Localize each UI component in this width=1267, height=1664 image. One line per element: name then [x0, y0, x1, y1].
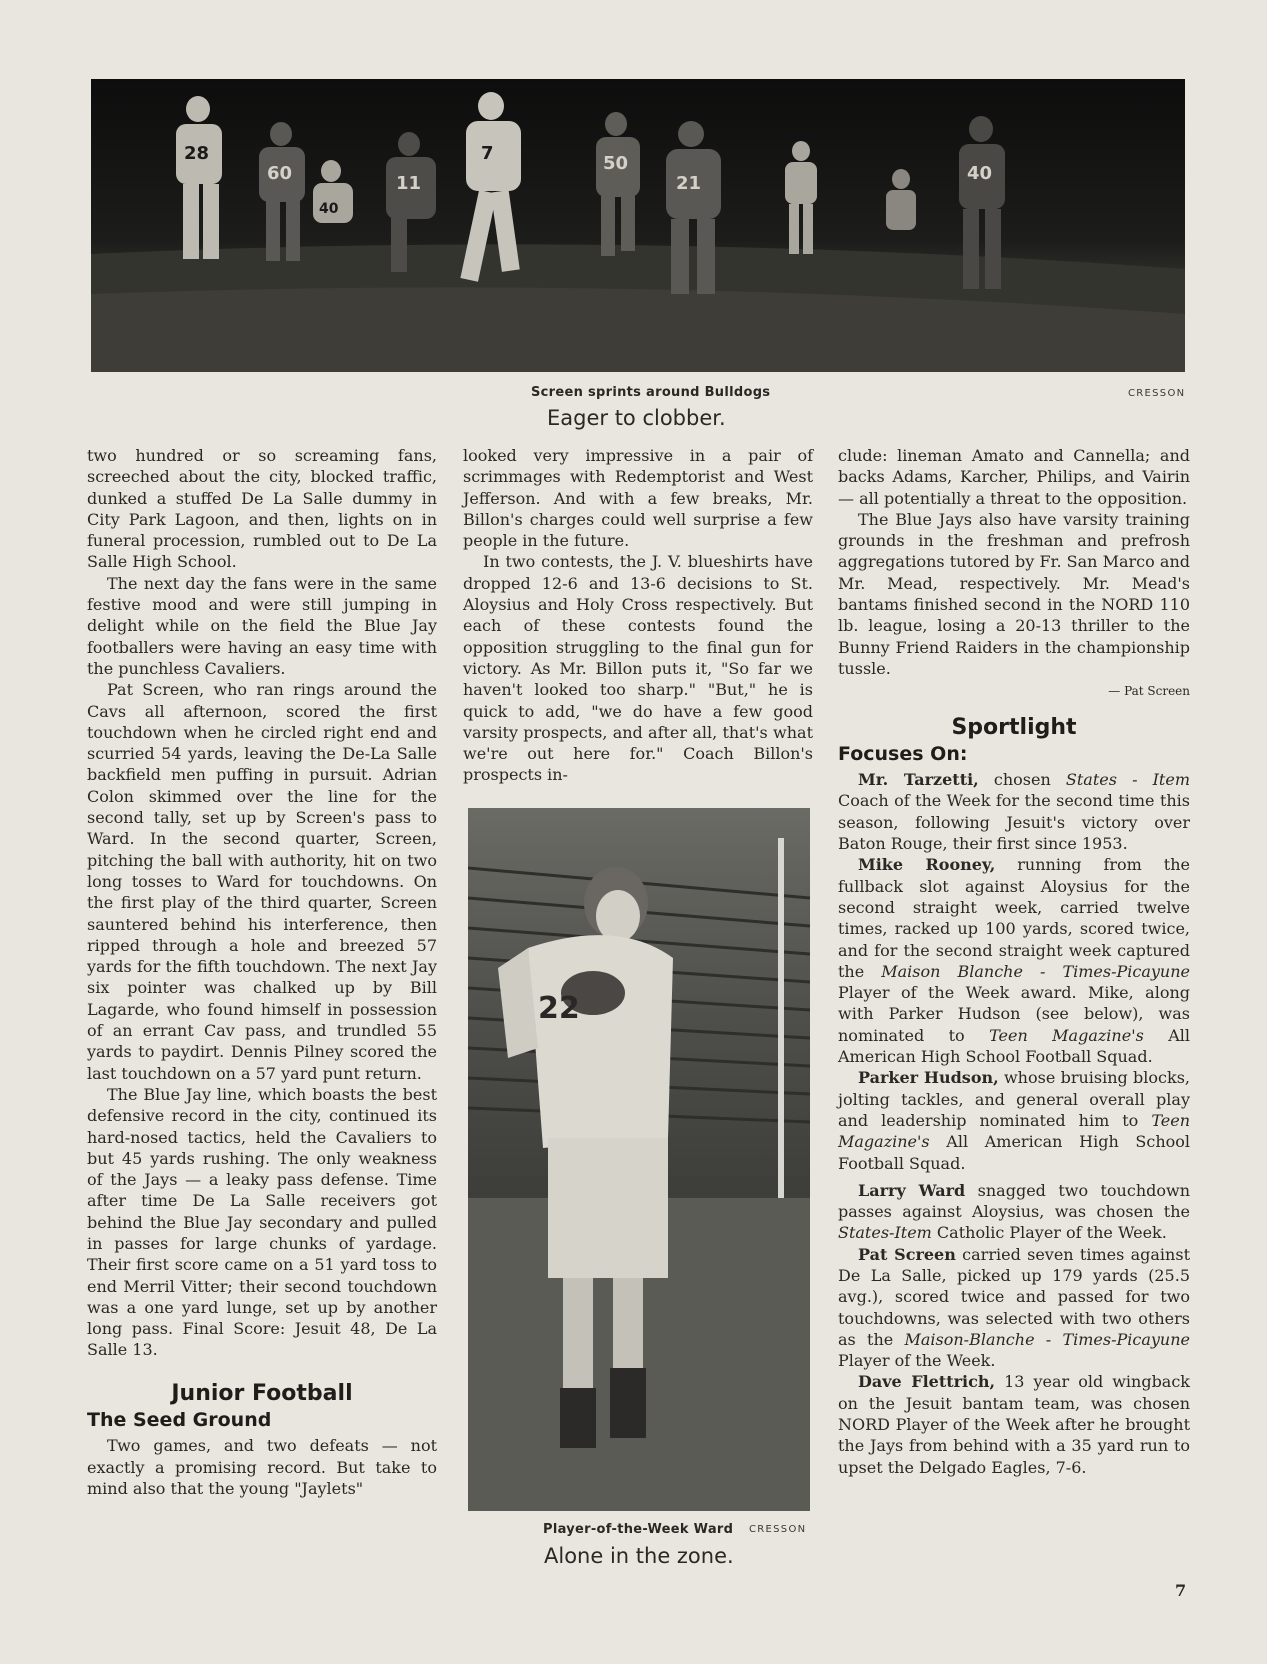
entry-text: 13 year old wingback on the Jesuit bantam team, was chosen NORD Player of the Week after he brought the Jays from behind with a 35 yard run to upset the Delgado Eagles, 7-6.: [838, 1372, 1191, 1477]
sportlight-entry: [838, 769, 1190, 854]
entry-name: Pat Screen: [858, 1244, 956, 1264]
entry-text: All American High School Football Squad.: [838, 1025, 1191, 1067]
entry-text: running from the fullback slot against Aloysius for the second straight week, carried twelve times, racked up 100 yards, scored twice, and for the second straight week captured the: [838, 855, 1190, 981]
entry-italic: Maison Blanche - Times-Picayune: [881, 961, 1190, 981]
top-photo-caption-title: Screen sprints around Bulldogs: [531, 385, 771, 400]
jersey-number: 40: [319, 201, 339, 217]
entry-italic: States - Item: [1065, 770, 1190, 790]
entry-name: Mike Rooney,: [858, 855, 996, 875]
entry-italic: Maison-Blanche - Times-Picayune: [904, 1329, 1191, 1349]
entry-text: Player of the Week.: [838, 1351, 996, 1371]
paragraph: The Blue Jay line, which boasts the best defensive record in the city, continued its hard-nosed tactics, held the Cavaliers to but 45 yards rushing. The only weakness of the Jays — a leaky pass defense. Time after time De La Salle receivers got behind the Blue Jay secondary and pulled in passes for large chunks of yardage. Their first score came on a 51 yard toss to end Merril Vitter; their second touchdown was a one yard lunge, set up by another long pass. Final Score: Jesuit 48, De La Salle 13.: [87, 1084, 437, 1360]
entry-text: Player of the Week award. Mike, along with Parker Hudson (see below), was nominated to: [838, 983, 1190, 1045]
sportlight-entry: [838, 1067, 1190, 1173]
paragraph: looked very impressive in a pair of scrimmages with Redemptorist and West Jefferson. And with a few breaks, Mr. Billon's charges could well surprise a few people in the future.: [463, 446, 813, 551]
entry-italic: Teen Magazine's: [989, 1025, 1144, 1045]
player-photo-caption-title: Player-of-the-Week Ward: [543, 1522, 734, 1537]
entry-text: carried seven times against De La Salle, picked up 179 yards (25.5 avg.), scored twice and passed for two touchdowns, was selected with two others as the: [838, 1244, 1190, 1349]
jersey-number: 40: [967, 163, 993, 184]
article-column-1: [87, 445, 437, 1499]
paragraph: The next day the fans were in the same festive mood and were still jumping in delight while on the field the Blue Jay footballers were having an easy time with the punchless Cavaliers.: [87, 573, 437, 678]
article-column-3: [838, 445, 1190, 1478]
entry-italic: States-Item: [838, 1223, 932, 1243]
jersey-number: 60: [267, 163, 293, 184]
jersey-number: 22: [538, 991, 580, 1026]
entry-name: Parker Hudson,: [858, 1068, 999, 1088]
entry-name: Larry Ward: [858, 1180, 966, 1200]
paragraph: clude: lineman Amato and Cannella; and backs Adams, Karcher, Philips, and Vairin — all potentially a threat to the opposition.: [838, 446, 1190, 508]
paragraph: Pat Screen, who ran rings around the Cavs all afternoon, scored the first touchdown when he circled right end and scurried 54 yards, leaving the De-La Salle backfield men puffing in pursuit. Adrian Colon skimmed over the line for the second tally, set up by Screen's pass to Ward. In the second quarter, Screen, pitching the ball with authority, hit on two long tosses to Ward for touchdowns. On the first play of the third quarter, Screen sauntered behind his interference, then ripped through a hole and breezed 57 yards for the fifth touchdown. The next Jay six pointer was chalked up by Bill Lagarde, who found himself in possession of an errant Cav pass, and trundled 55 yards to paydirt. Dennis Pilney scored the last touchdown on a 57 yard punt return.: [87, 680, 437, 1083]
paragraph: two hundred or so screaming fans, screeched about the city, blocked traffic, dunked a stuffed De La Salle dummy in City Park Lagoon, and then, lights on in funeral procession, rumbled out to De La Salle High School.: [87, 446, 437, 572]
jersey-number: 7: [481, 143, 494, 164]
player-of-week-photo: [468, 808, 810, 1511]
section-heading-junior-football: Junior Football: [171, 1380, 353, 1406]
entry-text: snagged two touchdown passes against Aloysius, was chosen the: [838, 1180, 1190, 1222]
entry-italic: Teen Magazine's: [838, 1110, 1190, 1152]
entry-text: Coach of the Week for the second time this season, following Jesuit's victory over Baton Rouge, their first since 1953.: [838, 791, 1190, 854]
jersey-number: 21: [676, 173, 702, 194]
player-photo-credit: CRESSON: [749, 1524, 807, 1535]
entry-text: chosen: [978, 770, 1066, 790]
jersey-number: 50: [603, 153, 629, 174]
entry-text: All American High School Football Squad.: [838, 1132, 1190, 1173]
paragraph: In two contests, the J. V. blueshirts have dropped 12-6 and 13-6 decisions to St. Aloysius and Holy Cross respectively. But each of these contests found the opposition struggling to the final gun for victory. As Mr. Billon puts it, "So far we haven't looked too sharp." "But," he is quick to add, "we do have a few good varsity prospects, and after all, that's what we're out here for." Coach Billon's prospects in-: [463, 552, 813, 785]
section-subheading-focuses-on: Focuses On:: [838, 742, 968, 765]
entry-name: Dave Flettrich,: [858, 1372, 996, 1392]
entry-name: Mr. Tarzetti,: [858, 770, 979, 790]
jersey-number: 28: [184, 143, 210, 164]
page-number: 7: [1175, 1581, 1187, 1600]
section-heading-sportlight: Sportlight: [951, 714, 1077, 740]
sportlight-entry: [838, 854, 1190, 1067]
sportlight-entry: [838, 1180, 1190, 1244]
paragraph: Two games, and two defeats — not exactly a promising record. But take to mind also that the young "Jaylets": [87, 1436, 437, 1498]
top-football-photo: [91, 79, 1185, 372]
author-signature: — Pat Screen: [1108, 684, 1190, 699]
section-subheading-seed-ground: The Seed Ground: [87, 1409, 272, 1432]
top-photo-credit: CRESSON: [1128, 388, 1186, 399]
jersey-number: 11: [396, 173, 422, 194]
entry-text: whose bruising blocks, jolting tackles, and general overall play and leadership nominated him to: [838, 1068, 1190, 1130]
sportlight-entry: [838, 1244, 1190, 1372]
sportlight-entry: [838, 1371, 1190, 1477]
top-photo-caption-subtitle: Eager to clobber.: [547, 406, 726, 430]
player-photo-caption-subtitle: Alone in the zone.: [544, 1544, 734, 1568]
entry-text: Catholic Player of the Week.: [931, 1223, 1167, 1243]
paragraph: The Blue Jays also have varsity training grounds in the freshman and prefrosh aggregations tutored by Fr. San Marco and Mr. Mead, respectively. Mr. Mead's bantams finished second in the NORD 110 lb. league, losing a 20-13 thriller to the Bunny Friend Raiders in the championship tussle.: [838, 509, 1190, 678]
article-column-2: [463, 445, 813, 786]
